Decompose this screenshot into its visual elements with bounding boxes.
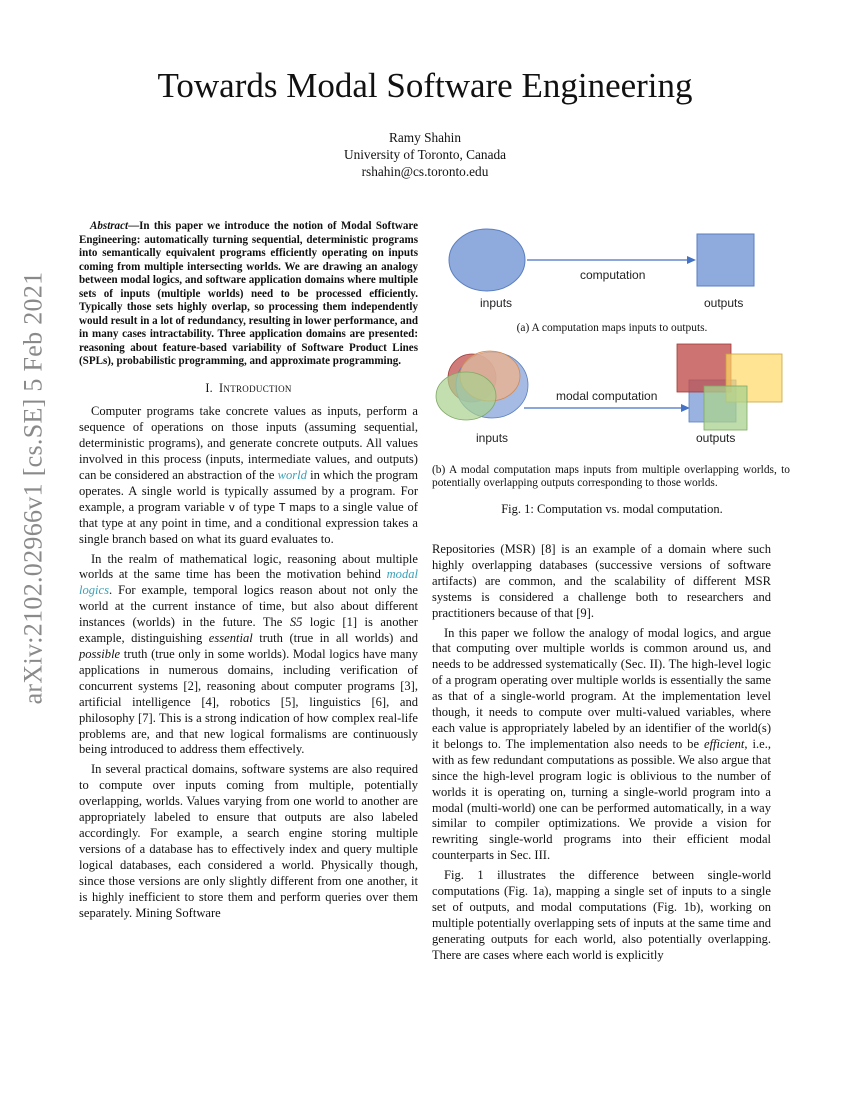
text-run: In the realm of mathematical logic, reasoning about multiple worlds at the same time has been the motivation behind bbox=[79, 551, 418, 582]
inputs-label-b: inputs bbox=[476, 430, 509, 445]
figure-1a-diagram bbox=[432, 222, 792, 317]
abstract bbox=[79, 220, 418, 369]
abstract-label: Abstract bbox=[90, 220, 129, 232]
emphasis-efficient: efficient bbox=[704, 736, 745, 751]
intro-paragraph-3: In several practical domains, software systems are also required to compute over inputs coming from multiple, potentially overlapping, worlds. Values varying from one world to another are appropriately labeled to ensure that outputs are also labeled accordingly. For example, a search engine storing multiple versions of a database has to effectively index and query multiple logical databases, each considered a world. Physically though, since those versions are only slightly different from one another, it is highly inefficient to store them and perform queries over them separately. Mining Software bbox=[79, 762, 418, 920]
inputs-ellipse bbox=[449, 229, 525, 291]
right-column bbox=[432, 542, 771, 968]
section-title: Introduction bbox=[219, 380, 292, 395]
arxiv-stamp-text: arXiv:2102.02966v1 [cs.SE] 5 Feb 2021 bbox=[18, 271, 47, 705]
text-run: truth (true only in some worlds). Modal logics have many applications in numerous domains, including verification of concurrent systems [2], reasoning about computer programs [3], artificial intelligence [4], robotics [5], linguistics [6], and philosophy [7]. This is a strong indication of how complex real-life problems are, and that new logical formalisms are continuously being introduced to address them effectively. bbox=[79, 647, 418, 757]
world-link[interactable]: world bbox=[277, 468, 307, 483]
modal-computation-label: modal computation bbox=[556, 388, 658, 403]
intro-paragraph-2 bbox=[79, 552, 418, 759]
author-block bbox=[0, 129, 850, 180]
figure-1b-caption: (b) A modal computation maps inputs from multiple overlapping worlds, to potentially overlapping outputs corresponding to those worlds. bbox=[432, 463, 790, 490]
outputs-label-a: outputs bbox=[704, 296, 744, 310]
section-number: I. bbox=[205, 380, 214, 395]
author-email: rshahin@cs.toronto.edu bbox=[361, 164, 489, 179]
right-paragraph-3: Fig. 1 illustrates the difference between single-world computations (Fig. 1a), mapping a single set of inputs to a single set of outputs, and modal computations (Fig. 1b), working on multiple potentially overlapping sets of inputs at the same time and generating outputs for each world, also potentially overlapping. There are cases where each world is explicitly bbox=[432, 868, 771, 962]
outputs-square bbox=[697, 234, 754, 286]
right-paragraph-continued: Repositories (MSR) [8] is an example of a domain where such highly overlapping databases (successive versions of software artifacts) are common, and the scalability of different MSR systems is considered a challenge both to researchers and practitioners because of that [9]. bbox=[432, 542, 771, 620]
code-t: T bbox=[278, 500, 286, 514]
paper-title: Towards Modal Software Engineering bbox=[157, 66, 693, 105]
computation-label: computation bbox=[580, 268, 646, 282]
computation-arrowhead bbox=[687, 256, 696, 264]
emphasis-essential: essential bbox=[208, 631, 253, 646]
abstract-text: —In this paper we introduce the notion of Modal Software Engineering: automatically turning sequential, deterministic programs into semantically equivalent programs efficiently operating on inputs coming from multiple intersecting worlds. We are drawing an analogy between modal logics, and software application domains where multiple sets of inputs (multiple worlds) need to be processed efficiently. Typically those sets highly overlap, so processing them independently would result in a lot of redundancy, resulting in lower performance, and in many cases intractability. Three application domains are presented: reasoning about feature-based variability of Software Product Lines (SPLs), probabilistic programming, and approximate programming. bbox=[79, 220, 418, 367]
text-run: maps to a single value of that type at any point in time, and a conditional expression takes a single branch based on what its guard evaluates to. bbox=[79, 499, 418, 546]
text-run: of type bbox=[235, 499, 279, 514]
text-run: logic [1] is another example, distinguishing bbox=[79, 615, 418, 646]
arxiv-stamp bbox=[4, 271, 62, 705]
figure-1-caption: Fig. 1: Computation vs. modal computation. bbox=[501, 501, 723, 516]
intro-paragraph-1 bbox=[79, 404, 418, 547]
output-world-red bbox=[677, 344, 731, 392]
text-run: truth (true in all worlds) and bbox=[252, 631, 418, 646]
modal-logics-link[interactable]: modal logics bbox=[79, 567, 418, 598]
author-affiliation: University of Toronto, Canada bbox=[343, 147, 507, 162]
text-run: Computer programs take concrete values as inputs, perform a sequence of operations on those inputs (assuming sequential, deterministic programs), and generate concrete outputs. All values involved in this process (inputs, intermediate values, and outputs) can be considered an abstraction of the bbox=[79, 404, 418, 483]
emphasis-s5: S5 bbox=[289, 615, 303, 630]
figure-1 bbox=[432, 222, 792, 517]
outputs-label-b: outputs bbox=[696, 430, 736, 445]
right-paragraph-2 bbox=[432, 626, 771, 865]
text-run: In this paper we follow the analogy of modal logics, and argue that computing over multiple worlds is common around us, and needs to be addressed systematically (Sec. II). The high-level logic of a program operating over multiple worlds is essentially the same as that of a single-world program. At the implementation level though, it needs to compute over multi-valued variables, where each value is appropriately labeled by an identifier of the world(s) it belongs to. The implementation also needs to be bbox=[432, 625, 771, 751]
figure-1b-diagram bbox=[432, 342, 792, 452]
section-heading bbox=[79, 381, 418, 397]
text-run: in which the program operates. A single world is typically assumed by a program. For example, a program variable bbox=[79, 468, 418, 514]
code-v: v bbox=[228, 500, 236, 514]
author-name: Ramy Shahin bbox=[388, 130, 462, 145]
input-world-green bbox=[436, 372, 496, 420]
left-column bbox=[79, 220, 418, 925]
text-run: , i.e., with as few redundant computations as possible. We also argue that since the high-level program logic is oblivious to the number of worlds it is operating on, turning a single-world program into a modal (multi-world) one can be performed automatically, in a way similar to compiler optimizations. We provide a vision for rewriting single-world programs into their efficient modal counterparts in Sec. III. bbox=[432, 736, 771, 863]
output-world-green bbox=[704, 386, 747, 430]
figure-1a-caption: (a) A computation maps inputs to outputs. bbox=[516, 322, 708, 334]
emphasis-possible: possible bbox=[79, 647, 121, 661]
text-run: . For example, temporal logics reason about not only the world at the current instance of time, but also about different instances (worlds) in the future. The bbox=[79, 583, 418, 630]
inputs-label-a: inputs bbox=[480, 296, 513, 310]
